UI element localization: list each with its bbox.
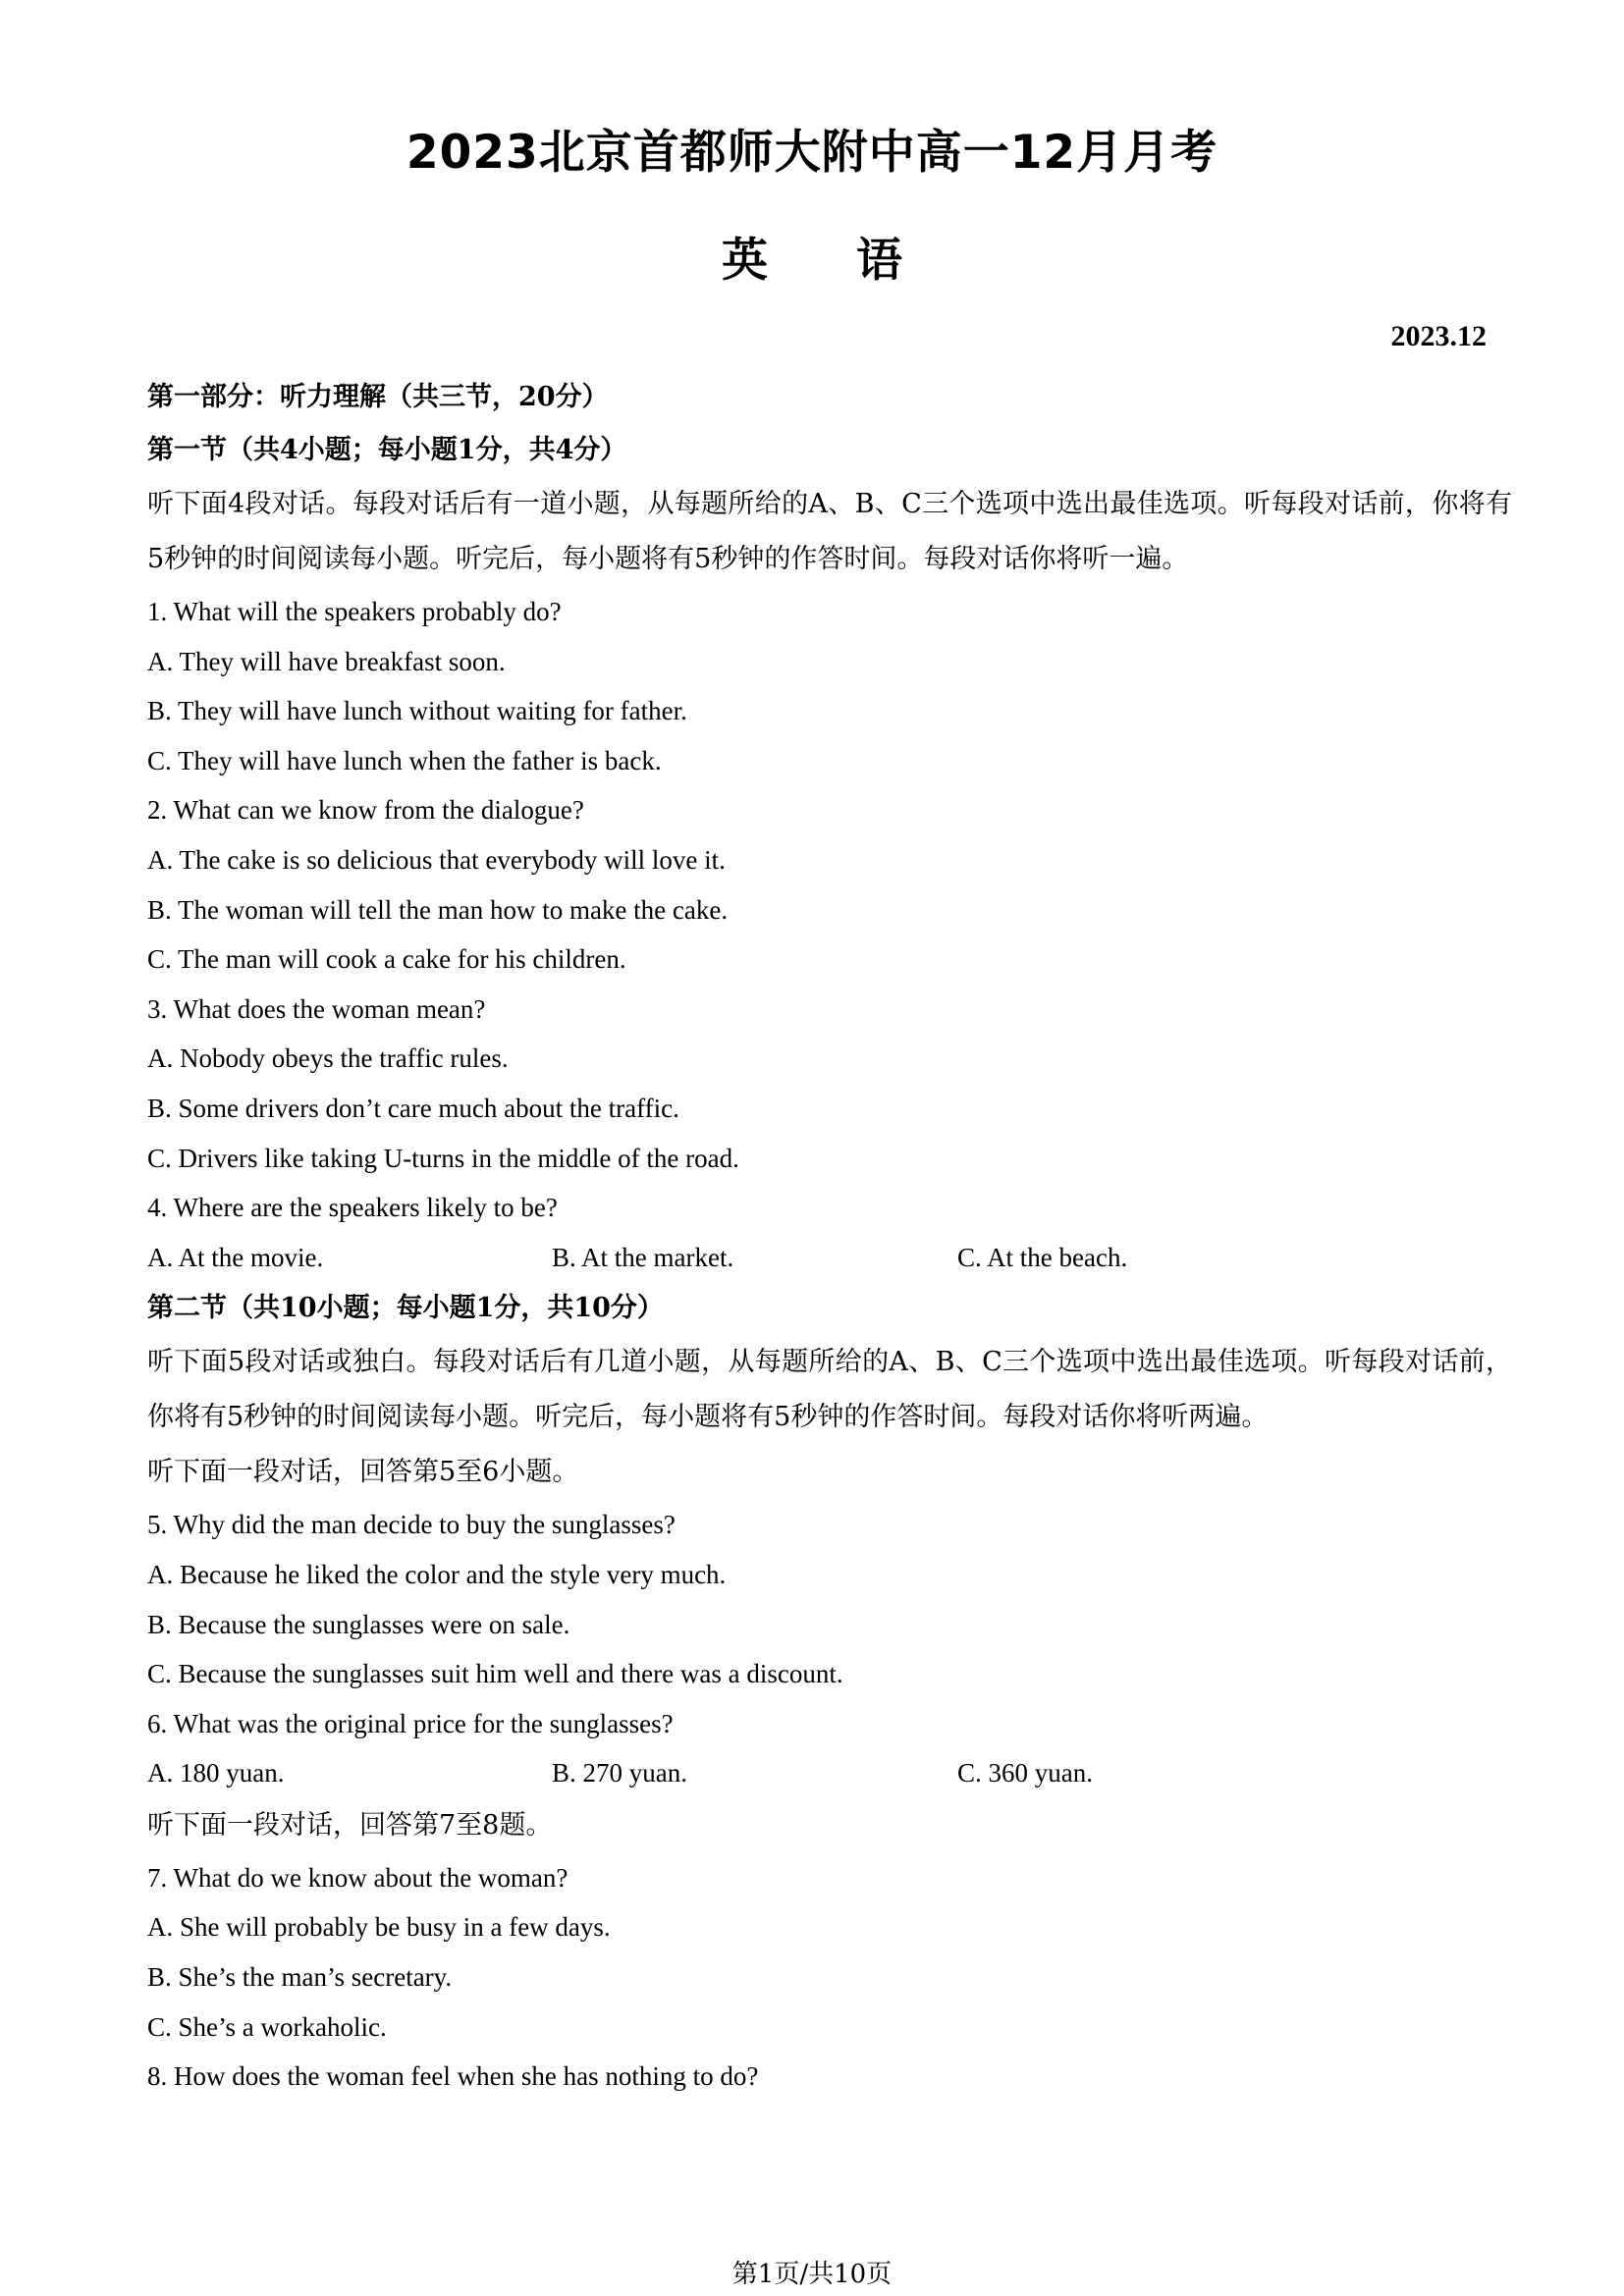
option-b: B. They will have lunch without waiting for father. <box>147 696 687 726</box>
question-stem: 4. Where are the speakers likely to be? <box>147 1193 558 1223</box>
question-8 <box>147 2052 1512 2102</box>
option-c: C. She’s a workaholic. <box>147 2011 387 2042</box>
option-c: C. They will have lunch when the father is back. <box>147 745 662 775</box>
option-a: A. She will probably be busy in a few days. <box>147 1912 611 1943</box>
question-stem: 7. What do we know about the woman? <box>147 1862 568 1893</box>
question-2 <box>147 785 1512 984</box>
group-instruction-7-8: 听下面一段对话，回答第7至8题。 <box>147 1809 553 1841</box>
option-a: A. The cake is so delicious that everybody will love it. <box>147 844 726 875</box>
option-b: B. 270 yuan. <box>552 1758 687 1789</box>
options-row <box>147 1233 1512 1283</box>
subject-char-2: 语 <box>856 234 902 288</box>
option-a: A. Because he liked the color and the style very much. <box>147 1559 727 1589</box>
option-b: B. She’s the man’s secretary. <box>147 1962 453 1993</box>
exam-content <box>147 371 1512 2102</box>
part1-heading: 第一部分：听力理解（共三节，20分） <box>147 382 609 412</box>
option-c: C. 360 yuan. <box>957 1758 1093 1789</box>
group-instruction-5-6: 听下面一段对话，回答第5至6小题。 <box>147 1457 579 1488</box>
option-c: C. Drivers like taking U-turns in the middle of the road. <box>147 1143 739 1173</box>
question-stem: 8. How does the woman feel when she has nothing to do? <box>147 2061 759 2092</box>
question-1 <box>147 587 1512 785</box>
section1-heading: 第一节（共4小题；每小题1分，共4分） <box>147 435 627 465</box>
question-5 <box>147 1500 1512 1698</box>
exam-date: 2023.12 <box>1390 320 1487 352</box>
section2-heading: 第二节（共10小题；每小题1分，共10分） <box>147 1293 664 1324</box>
option-b: B. Some drivers don’t care much about the traffic. <box>147 1093 679 1123</box>
question-6 <box>147 1699 1512 1798</box>
option-c: C. The man will cook a cake for his children. <box>147 944 626 975</box>
option-b: B. Because the sunglasses were on sale. <box>147 1609 570 1639</box>
question-stem: 3. What does the woman mean? <box>147 993 486 1024</box>
question-stem: 1. What will the speakers probably do? <box>147 597 562 626</box>
subject-title <box>0 224 1624 290</box>
section1-instructions: 听下面4段对话。每段对话后有一道小题，从每题所给的A、B、C三个选项中选出最佳选项。听每段对话前，你将有5秒钟的时间阅读每小题。听完后，每小题将有5秒钟的作答时间。每段对话你将听一遍。 <box>147 489 1512 574</box>
page-number: 第1页/共10页 <box>731 2260 893 2289</box>
question-7 <box>147 1853 1512 2052</box>
option-a: A. Nobody obeys the traffic rules. <box>147 1043 509 1074</box>
exam-title: 2023北京首都师大附中高一12月月考 <box>406 126 1218 180</box>
option-a: A. They will have breakfast soon. <box>147 646 506 676</box>
question-stem: 5. Why did the man decide to buy the sunglasses? <box>147 1510 676 1540</box>
question-stem: 6. What was the original price for the sunglasses? <box>147 1708 674 1738</box>
subject-char-1: 英 <box>722 234 768 288</box>
option-b: B. The woman will tell the man how to make the cake. <box>147 894 729 925</box>
option-c: C. Because the sunglasses suit him well and there was a discount. <box>147 1659 843 1689</box>
options-row <box>147 1748 1512 1798</box>
section2-instructions: 听下面5段对话或独白。每段对话后有几道小题，从每题所给的A、B、C三个选项中选出最佳选项。听每段对话前，你将有5秒钟的时间阅读每小题。听完后，每小题将有5秒钟的作答时间。每段对话你将听两遍。 <box>147 1347 1512 1433</box>
question-3 <box>147 985 1512 1183</box>
option-b: B. At the market. <box>552 1242 734 1272</box>
question-4 <box>147 1183 1512 1282</box>
option-a: A. 180 yuan. <box>147 1758 285 1789</box>
option-a: A. At the movie. <box>147 1242 324 1272</box>
question-stem: 2. What can we know from the dialogue? <box>147 795 584 826</box>
option-c: C. At the beach. <box>957 1242 1128 1272</box>
